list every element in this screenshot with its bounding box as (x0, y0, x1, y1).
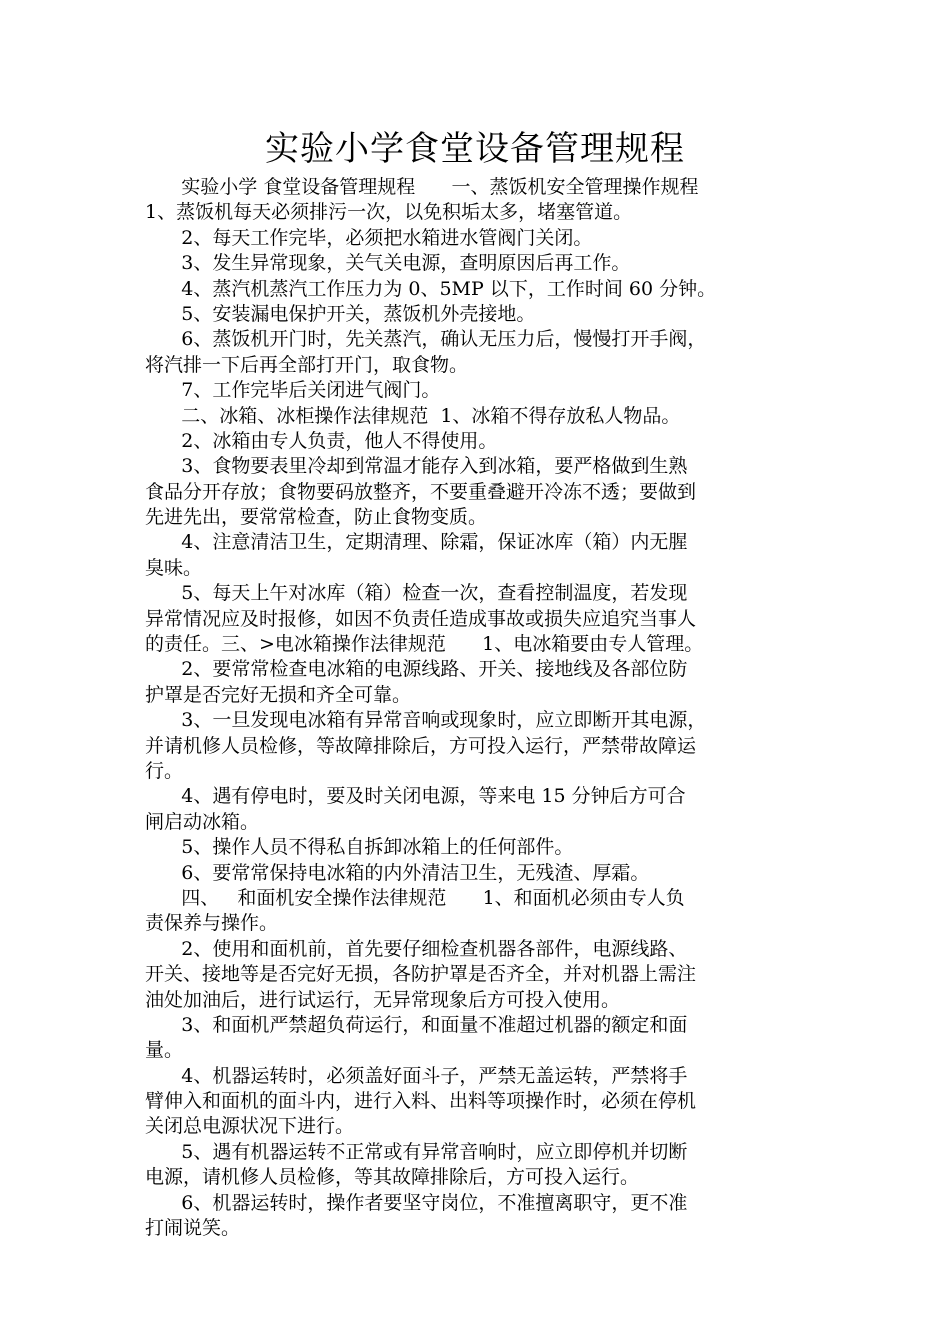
body-line: 5、安装漏电保护开关，蒸饭机外壳接地。 (145, 302, 536, 325)
document-body (145, 175, 825, 1241)
body-line: 关闭总电源状况下进行。 (145, 1115, 355, 1138)
body-line: 臂伸入和面机的面斗内，进行入料、出料等项操作时，必须在停机 (145, 1090, 697, 1113)
body-line: 的责任。三、>电冰箱操作法律规范 1、电冰箱要由专人管理。 (145, 633, 704, 656)
body-line: 行。 (145, 759, 184, 782)
body-line: 4、遇有停电时，要及时关闭电源，等来电 15 分钟后方可合 (145, 785, 686, 808)
body-line: 实验小学 食堂设备管理规程 一、蒸饭机安全管理操作规程 (145, 176, 699, 198)
body-line: 2、使用和面机前，首先要仔细检查机器各部件，电源线路、 (145, 937, 688, 960)
body-line: 1、蒸饭机每天必须排污一次，以免积垢太多，堵塞管道。 (145, 201, 633, 224)
body-line: 2、冰箱由专人负责，他人不得使用。 (145, 429, 498, 452)
body-line: 6、蒸饭机开门时，先关蒸汽，确认无压力后，慢慢打开手阀， (145, 328, 707, 351)
body-line: 二、冰箱、冰柜操作法律规范 1、冰箱不得存放私人物品。 (145, 404, 681, 427)
body-line: 先进先出，要常常检查，防止食物变质。 (145, 506, 488, 529)
body-line: 油处加油后，进行试运行，无异常现象后方可投入使用。 (145, 988, 621, 1011)
document-title: 实验小学食堂设备管理规程 (265, 129, 685, 169)
body-line: 电源，请机修人员检修，等其故障排除后，方可投入运行。 (145, 1166, 640, 1189)
body-line: 2、要常常检查电冰箱的电源线路、开关、接地线及各部位防 (145, 658, 688, 681)
body-line: 臭味。 (145, 556, 203, 579)
body-line: 5、每天上午对冰库（箱）检查一次，查看控制温度，若发现 (145, 582, 688, 605)
body-line: 2、每天工作完毕，必须把水箱进水管阀门关闭。 (145, 226, 593, 249)
body-line: 量。 (145, 1039, 184, 1062)
body-line: 打闹说笑。 (145, 1217, 241, 1240)
body-line: 四、 和面机安全操作法律规范 1、和面机必须由专人负 (145, 886, 685, 909)
body-line: 6、要常常保持电冰箱的内外清洁卫生，无残渣、厚霜。 (145, 861, 650, 884)
body-line: 4、蒸汽机蒸汽工作压力为 0、5MP 以下，工作时间 60 分钟。 (145, 277, 717, 300)
body-line: 将汽排一下后再全部打开门，取食物。 (145, 353, 469, 376)
body-line: 并请机修人员检修，等故障排除后，方可投入运行，严禁带故障运 (145, 734, 697, 757)
body-line: 3、食物要表里冷却到常温才能存入到冰箱，要严格做到生熟 (145, 455, 688, 478)
body-line: 5、操作人员不得私自拆卸冰箱上的任何部件。 (145, 836, 574, 859)
body-line: 护罩是否完好无损和齐全可靠。 (145, 683, 412, 706)
body-line: 5、遇有机器运转不正常或有异常音响时，应立即停机并切断 (145, 1140, 688, 1163)
body-line: 3、一旦发现电冰箱有异常音响或现象时，应立即断开其电源， (145, 709, 707, 732)
body-line: 食品分开存放；食物要码放整齐，不要重叠避开冷冻不透；要做到 (145, 480, 697, 503)
body-line: 4、机器运转时，必须盖好面斗子，严禁无盖运转，严禁将手 (145, 1064, 688, 1087)
body-line: 异常情况应及时报修，如因不负责任造成事故或损失应追究当事人 (145, 607, 697, 630)
body-line: 6、机器运转时，操作者要坚守岗位，不准擅离职守，更不准 (145, 1191, 688, 1214)
body-line: 7、工作完毕后关闭进气阀门。 (145, 379, 441, 402)
body-line: 4、注意清洁卫生，定期清理、除霜，保证冰库（箱）内无腥 (145, 531, 688, 554)
body-line: 3、和面机严禁超负荷运行，和面量不准超过机器的额定和面 (145, 1013, 688, 1036)
body-line: 闸启动冰箱。 (145, 810, 260, 833)
body-line: 开关、接地等是否完好无损，各防护罩是否齐全，并对机器上需注 (145, 963, 697, 986)
body-line: 3、发生异常现象，关气关电源，查明原因后再工作。 (145, 252, 631, 275)
body-line: 责保养与操作。 (145, 912, 279, 935)
